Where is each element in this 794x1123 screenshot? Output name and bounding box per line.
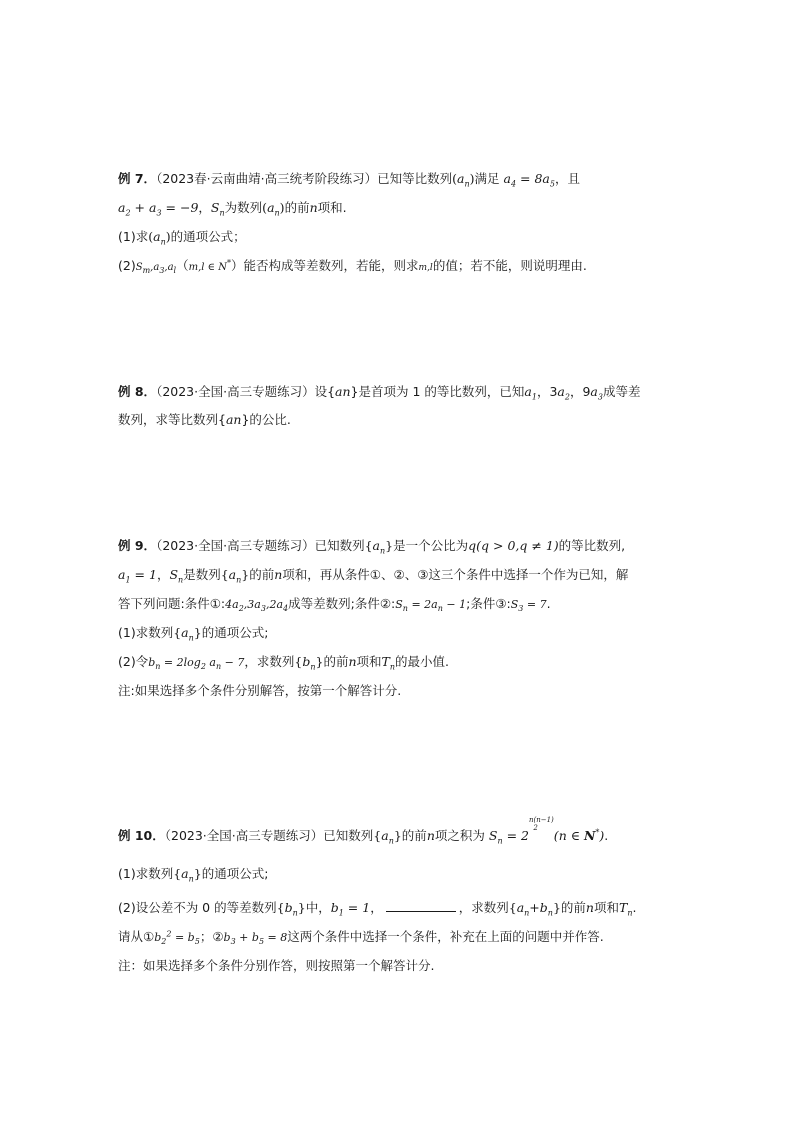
problem-7-question-2: $(2)S_m,a_3,a_l(m,l$ ∈ N*）能否构成等差数列，若能，则求m,l的值；若不能，则说明理由. — [118, 258, 587, 275]
problem-9-note: 注:如果选择多个条件分别解答，按第一个解答计分. — [118, 683, 402, 698]
problem-source: （2023·全国·高三专题练习） — [164, 828, 324, 843]
math-sum: $S_n$ — [210, 200, 225, 218]
problem-10-question-1: (1)求数列$\{a_n\}$的通项公式; — [118, 866, 269, 884]
math-terms: $S_m,a_3,a_l$ — [135, 262, 177, 275]
problem-10-question-2: (2)设公差不为 0 的等差数列$\{b_n\}$中，$b_1 = 1$， ，求数列$\{a_n+b_n\}$的前n项和$T_n$. — [118, 900, 637, 918]
problem-source: （2023春·云南曲靖·高三统考阶段练习） — [156, 171, 378, 186]
problem-10-note: 注：如果选择多个条件分别作答，则按照第一个解答计分. — [118, 958, 435, 973]
problem-label: 例 7． — [118, 171, 157, 186]
problem-label: 例 9． — [118, 538, 157, 553]
problem-label: 例 10． — [118, 828, 165, 843]
math-sequence: $(a_n)$ — [262, 200, 285, 218]
problem-10-line-1: 例 10．（2023·全国·高三专题练习）已知数列$\{a_n\}$的前n项之积为 $S_n = 2n(n-1)$ 2 (n ∈ N*). — [118, 816, 609, 846]
math-product-formula: $S_n = 2n(n-1)$ 2 (n ∈ N*) — [484, 816, 605, 846]
problem-9-line-3: 答下列问题:条件$①:4a_2,3a_3,2a_4$成等差数列;条件$②:S_n = 2a_n - 1$;条件$③:S_3 = 7$. — [118, 596, 551, 614]
problem-9-question-1: (1)求数列$\{a_n\}$的通项公式; — [118, 625, 269, 643]
problem-8-line-2: 数列，求等比数列{an}的公比. — [118, 412, 291, 427]
problem-7-line-1: 例 7．（2023春·云南曲靖·高三统考阶段练习）已知等比数列$(a_n)$满足 $a_4 = 8a_5$，且 — [118, 171, 580, 189]
problem-8-line-1: 例 8．（2023·全国·高三专题练习）设{an}是首项为 1 的等比数列，已知$a_1$，$3a_2$，$9a_3$成等差 — [118, 384, 641, 402]
problem-9-line-2: $a_1 = 1$，$S_n$是数列$\{a_n\}$的前n项和，再从条件①、②、③这三个条件中选择一个作为已知，解 — [118, 567, 629, 585]
math-condition: $a_2 + a_3 = -9$ — [118, 200, 199, 218]
problem-7-line-2: $a_2 + a_3 = -9$，$S_n$为数列$(a_n)$的前n项和. — [118, 200, 347, 218]
problem-label: 例 8． — [118, 384, 157, 399]
problem-source: （2023·全国·高三专题练习） — [156, 538, 315, 553]
problem-9-line-1: 例 9．（2023·全国·高三专题练习）已知数列$\{a_n\}$是一个公比为q(q > 0,q ≠ 1)的等比数列, — [118, 538, 626, 556]
math-sequence: $(a_n)$ — [452, 171, 475, 189]
problem-10-line-4: 请从$①b_2^2 = b_5$；$②b_3 + b_5 = 8$这两个条件中选择一个条件，补充在上面的问题中并作答. — [118, 929, 604, 947]
problem-9-question-2: (2)令$b_n = 2\log_2$ $a_n - 7$，求数列$\{b_n\}$的前n项和$T_n$的最小值. — [118, 654, 450, 672]
math-condition: $a_4 = 8a_5$ — [499, 171, 555, 189]
math-domain: m,l ∈ N* — [188, 258, 232, 273]
answer-blank[interactable] — [386, 899, 456, 912]
problem-7-question-1: (1)求$(a_n)$的通项公式； — [118, 229, 246, 247]
problem-source: （2023·全国·高三专题练习） — [156, 384, 315, 399]
math-sequence: $(a_n)$ — [148, 229, 171, 247]
math-ratio-condition: q(q > 0,q ≠ 1) — [468, 538, 559, 553]
